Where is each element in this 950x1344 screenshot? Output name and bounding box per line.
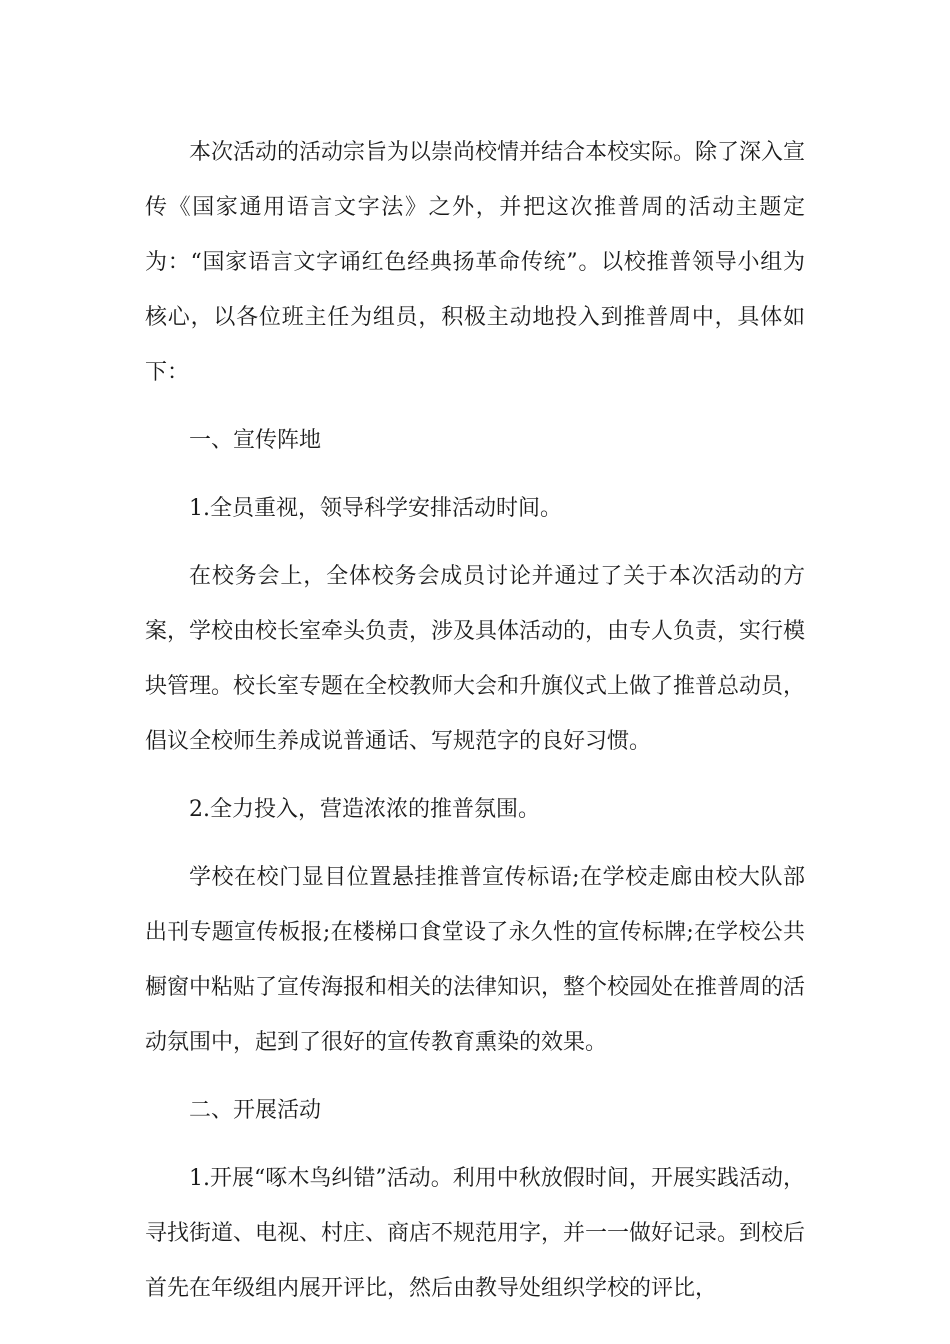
section-heading-publicity: 一、宣传阵地 [189, 428, 322, 453]
document-body [145, 125, 805, 1329]
subheading-attention: 1.全员重视，领导科学安排活动时间。 [189, 496, 562, 521]
paragraph-slogans: 学校在校门显目位置悬挂推普宣传标语;在学校走廊由校大队部出刊专题宣传板报;在楼梯口食堂设了永久性的宣传标牌;在学校公共橱窗中粘贴了宣传海报和相关的法律知识，整个校园处在推普周的活动氛围中，起到了很好的宣传教育熏染的效果。 [145, 865, 806, 1055]
paragraph-meeting: 在校务会上，全体校务会成员讨论并通过了关于本次活动的方案，学校由校长室牵头负责，涉及具体活动的，由专人负责，实行模块管理。校长室专题在全校教师大会和升旗仪式上做了推普总动员，倡议全校师生养成说普通话、写规范字的良好习惯。 [145, 564, 806, 754]
section-heading-activities: 二、开展活动 [189, 1098, 322, 1123]
paragraph-woodpecker: 1.开展“啄木鸟纠错”活动。利用中秋放假时间，开展实践活动，寻找街道、电视、村庄、商店不规范用字，并一一做好记录。到校后首先在年级组内展开评比，然后由教导处组织学校的评比， [145, 1166, 806, 1301]
intro-paragraph: 本次活动的活动宗旨为以崇尚校情并结合本校实际。除了深入宣传《国家通用语言文字法》之外，并把这次推普周的活动主题定为：“国家语言文字诵红色经典扬革命传统”。以校推普领导小组为核心，以各位班主任为组员，积极主动地投入到推普周中，具体如下： [145, 140, 806, 385]
subheading-atmosphere: 2.全力投入，营造浓浓的推普氛围。 [189, 797, 540, 822]
